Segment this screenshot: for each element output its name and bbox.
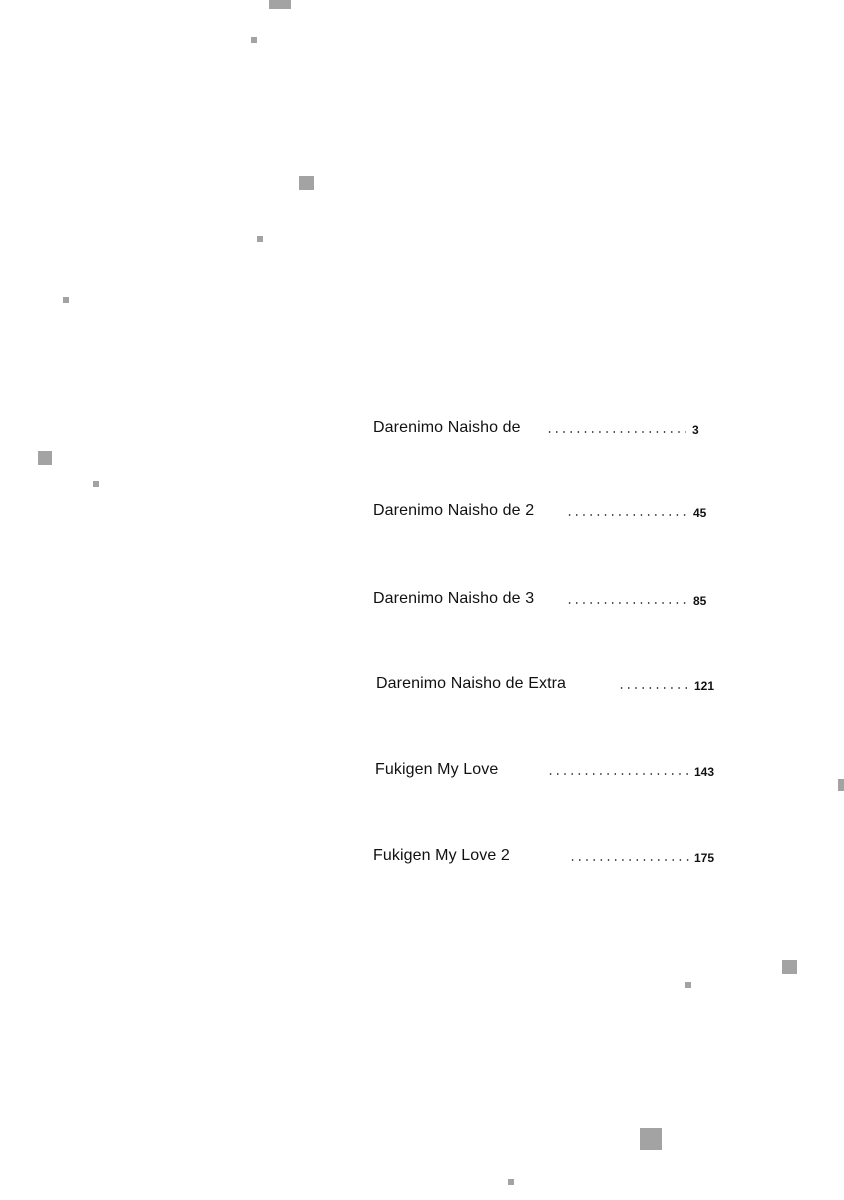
toc-entry[interactable] <box>373 589 718 613</box>
toc-entry[interactable] <box>373 846 723 870</box>
toc-entry-title: Fukigen My Love 2 <box>373 847 510 864</box>
toc-entry-title: Darenimo Naisho de 2 <box>373 502 535 519</box>
toc-entry-title: Fukigen My Love <box>375 761 499 778</box>
toc-entry-title: Darenimo Naisho de <box>373 419 521 436</box>
toc-entry-page: 85 <box>693 594 707 608</box>
dot-leader <box>546 431 686 433</box>
dot-leader <box>569 859 689 861</box>
toc-entry-title: Darenimo Naisho de 3 <box>373 590 535 607</box>
toc-entry[interactable] <box>376 674 726 698</box>
dot-leader <box>618 687 690 689</box>
dot-leader <box>566 602 686 604</box>
toc-entry-title: Darenimo Naisho de Extra <box>376 675 567 692</box>
dot-leader <box>547 773 689 775</box>
toc-entry-page: 121 <box>694 679 715 693</box>
toc-entry-page: 3 <box>692 423 699 437</box>
toc-entry-page: 45 <box>693 506 707 520</box>
toc-entry[interactable] <box>375 760 725 784</box>
toc-entry-page: 143 <box>694 765 715 779</box>
toc-entry[interactable] <box>373 501 718 525</box>
dot-leader <box>566 514 686 516</box>
toc-entry[interactable] <box>373 418 713 442</box>
toc-entry-page: 175 <box>694 851 715 865</box>
